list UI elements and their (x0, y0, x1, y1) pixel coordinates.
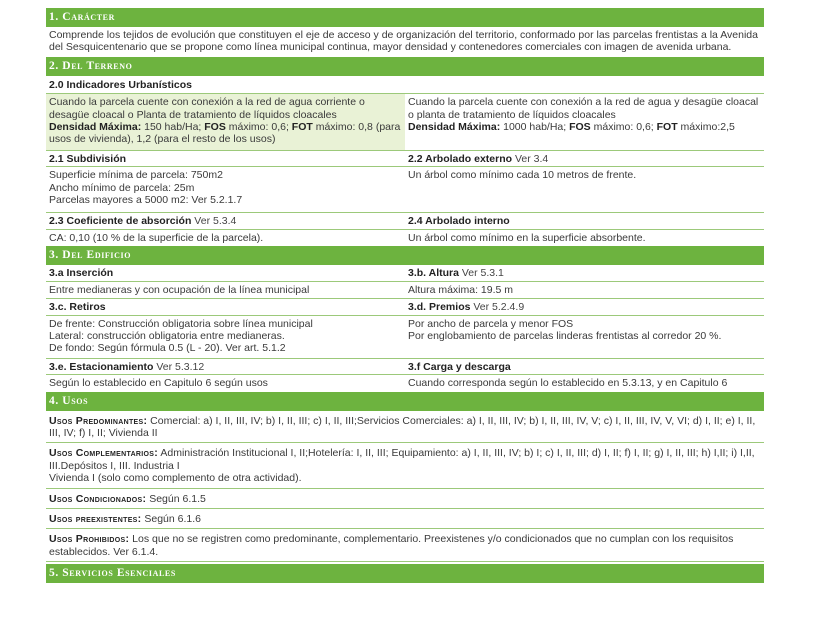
retiros-text (46, 316, 405, 358)
arbolado-externo-label: 2.2 Arbolado externo (408, 152, 513, 165)
arbolado-interno-text: Un árbol como mínimo en la superficie absorbente. (408, 231, 646, 244)
estacionamiento-label: 3.e. Estacionamiento (49, 360, 154, 373)
estacionamiento-text: Según lo establecido en Capitulo 6 según usos (49, 377, 268, 390)
zoning-sheet (46, 8, 764, 583)
right-intro: Cuando la parcela cuente con conexión a la red de agua y desagüe cloacal o planta de tratamiento de líquidos cloacales (408, 96, 759, 121)
left-intro: Cuando la parcela cuente con conexión a la red de agua corriente o desagüe cloacal o Planta de tratamiento de líquidos cloacales (49, 96, 365, 121)
arbolado-externo-title (405, 151, 764, 166)
estacionamiento-ref: Ver 5.3.12 (153, 360, 205, 373)
altura-ref: Ver 5.3.1 (458, 267, 504, 280)
coeficiente-title (46, 213, 405, 228)
arbolado-externo-ref: Ver 3.4 (512, 152, 549, 165)
left-fos-value: máximo: 0,6; (225, 121, 292, 134)
arbolado-externo-text: Un árbol como mínimo cada 10 metros de frente. (408, 169, 637, 182)
estacionamiento-title (46, 359, 405, 374)
insercion-header-row (46, 265, 764, 281)
coeficiente-text: CA: 0,10 (10 % de la superficie de la parcela). (49, 231, 264, 244)
usos-predominantes-text: Comercial: a) I, II, III, IV; b) I, II, III; c) I, II, III;Servicios Comerciales: a) I, II, III, IV; b) I, II, III, IV, V; c) I, II, III, IV, V, VI; d) I, II; e) I, II, III, IV; f) I, II; Vivienda II (49, 414, 756, 439)
premios-title (405, 299, 764, 314)
indicadores-left (46, 94, 405, 150)
usos-complementarios-text: Administración Institucional I, II;Hotelería: I, II, III; Equipamiento: a) I, II, III, IV; b) I; c) I, II, III; d) I, II; f) I, II; g) I, II, III; h) I,II; i) I,II, III.Depósitos I, III. Industria I (49, 447, 755, 472)
usos-complementarios (46, 443, 764, 488)
usos-condicionados-text: Según 6.1.5 (146, 492, 206, 505)
subdivision-line: Parcelas mayores a 5000 m2: Ver 5.2.1.7 (49, 194, 243, 207)
insercion-row (46, 282, 764, 299)
carga-text: Cuando corresponda según lo establecido en 5.3.13, y en Capitulo 6 (408, 377, 728, 390)
altura-text: Altura máxima: 19.5 m (408, 283, 514, 296)
subdivision-line: Ancho mínimo de parcela: 25m (49, 181, 195, 194)
usos-preexistentes-text: Según 6.1.6 (141, 512, 202, 525)
right-density-value: 1000 hab/Ha; (500, 121, 570, 134)
premios-text (405, 316, 764, 358)
usos-complementarios-text-2: Vivienda I (solo como complemento de otra actividad). (49, 472, 302, 485)
right-fot-label: FOT (656, 121, 678, 134)
subdivision-title: 2.1 Subdivisión (49, 152, 127, 165)
premios-ref: Ver 5.2.4.9 (470, 301, 525, 314)
usos-preexistentes-label: Usos preexistentes: (49, 512, 142, 525)
altura-title (405, 265, 764, 280)
retiros-line: De fondo: Según fórmula 0.5 (L - 20). Ver art. 5.1.2 (49, 342, 286, 355)
premios-line: Por ancho de parcela y menor FOS (408, 317, 574, 330)
carga-title: 3.f Carga y descarga (408, 360, 511, 373)
right-fos-value: máximo: 0,6; (590, 121, 657, 134)
usos-predominantes (46, 411, 764, 444)
left-density-label: Densidad Máxima: (49, 121, 142, 134)
retiros-title: 3.c. Retiros (49, 301, 106, 314)
section-header-terreno: 2. Del Terreno (46, 57, 764, 76)
insercion-text: Entre medianeras y con ocupación de la línea municipal (49, 283, 310, 296)
usos-predominantes-label: Usos Predominantes: (49, 414, 148, 427)
usos-prohibidos-text: Los que no se registren como predominante, complementario. Preexistenes y/o condicionados que no cumplan con los requisitos establecidos. Ver 6.1.4. (49, 533, 734, 558)
caracter-text: Comprende los tejidos de evolución que constituyen el eje de acceso y de organización del territorio, conformado por las parcelas frentistas a la Avenida del Sesquicentenario que se propone como línea municipal continua, mayor densidad y contenedores comerciales con imagen de avenida urbana. (49, 29, 758, 54)
retiros-row (46, 316, 764, 358)
usos-complementarios-label: Usos Complementarios: (49, 447, 159, 460)
indicadores-right (405, 94, 764, 150)
arbolado-interno-title: 2.4 Arbolado interno (408, 215, 510, 228)
indicadores-row (46, 94, 764, 151)
right-fot-value: máximo:2,5 (677, 121, 735, 134)
estacionamiento-header-row (46, 358, 764, 375)
usos-condicionados (46, 489, 764, 509)
premios-line: Por englobamiento de parcelas linderas frentistas al corredor 20 %. (408, 329, 722, 342)
coeficiente-label: 2.3 Coeficiente de absorción (49, 215, 192, 228)
section-header-caracter: 1. Carácter (46, 8, 764, 27)
section-header-usos: 4. Usos (46, 392, 764, 411)
retiros-header-row (46, 299, 764, 315)
usos-prohibidos-label: Usos Prohibidos: (49, 533, 130, 546)
subdivision-text (46, 167, 405, 212)
coeficiente-header-row (46, 212, 764, 229)
insercion-title: 3.a Inserción (49, 267, 114, 280)
right-density-label: Densidad Máxima: (408, 121, 501, 134)
retiros-line: Lateral: construcción obligatoria entre medianeras. (49, 329, 285, 342)
coeficiente-ref: Ver 5.3.4 (191, 215, 237, 228)
left-density-value: 150 hab/Ha; (141, 121, 205, 134)
left-fot-value: máximo: 0,8 (para usos de vivienda), 1,2 (para el resto de los usos) (49, 121, 401, 146)
section-header-edificio: 3. Del Edificio (46, 246, 764, 265)
premios-label: 3.d. Premios (408, 301, 471, 314)
subdivision-line: Superficie mínima de parcela: 750m2 (49, 169, 223, 182)
left-fos-label: FOS (204, 121, 226, 134)
retiros-line: De frente: Construcción obligatoria sobre línea municipal (49, 317, 313, 330)
indicadores-title-text: 2.0 Indicadores Urbanísticos (49, 78, 192, 91)
subdivision-row (46, 167, 764, 212)
indicadores-title (46, 76, 764, 94)
altura-label: 3.b. Altura (408, 267, 459, 280)
coeficiente-row (46, 230, 764, 246)
right-fos-label: FOS (569, 121, 591, 134)
section-header-servicios: 5. Servicios Esenciales (46, 564, 764, 583)
usos-preexistentes (46, 509, 764, 529)
usos-condicionados-label: Usos Condicionados: (49, 492, 147, 505)
left-fot-label: FOT (291, 121, 313, 134)
subdivision-header-row (46, 151, 764, 167)
usos-prohibidos (46, 529, 764, 562)
estacionamiento-row (46, 375, 764, 391)
